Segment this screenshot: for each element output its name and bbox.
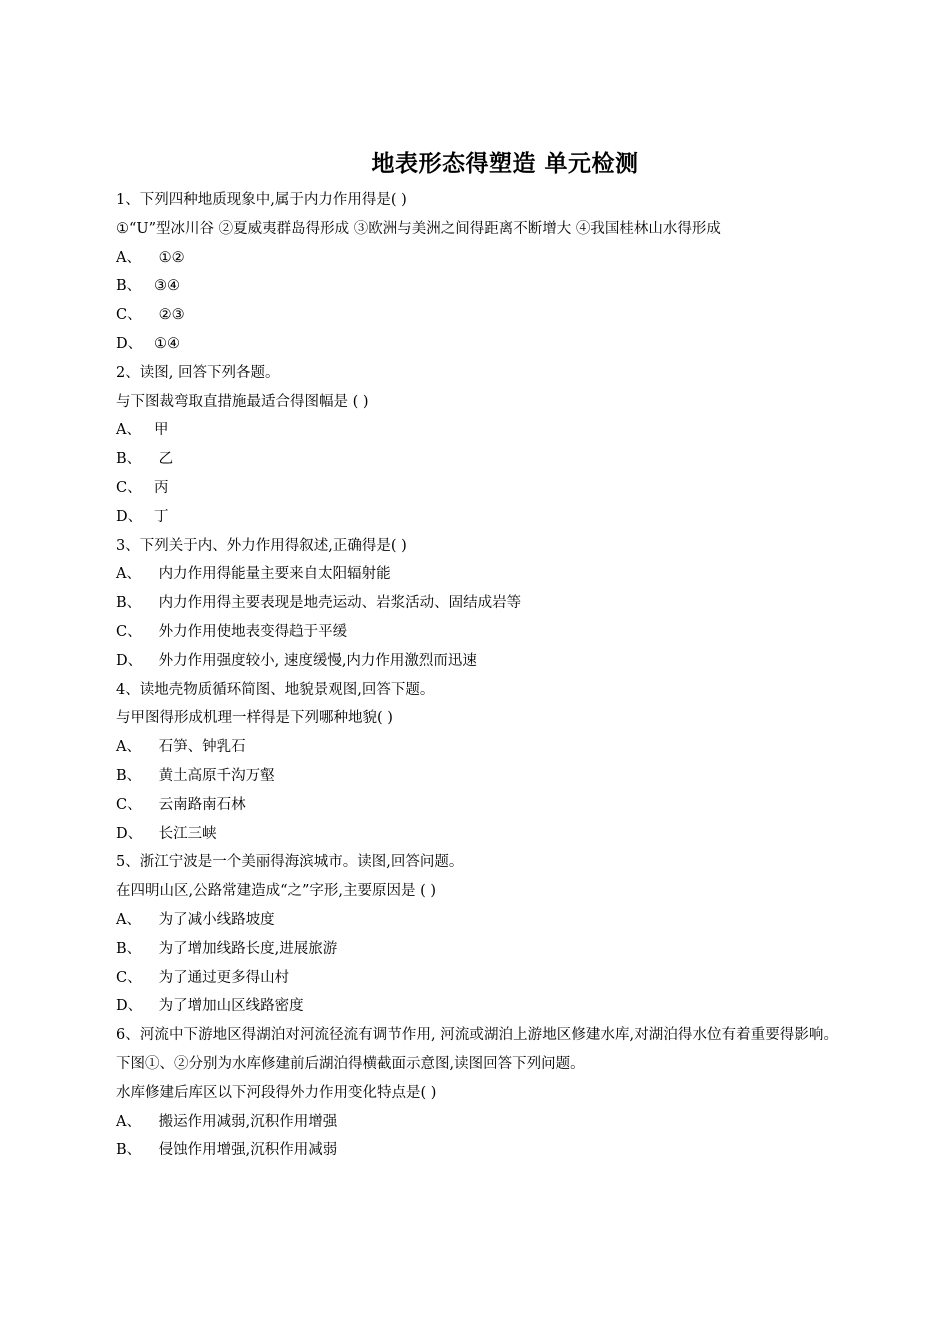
option-text: 丙 <box>154 479 169 496</box>
option-text: 搬运作用减弱,沉积作用增强 <box>154 1113 338 1130</box>
option-text: 内力作用得能量主要来自太阳辐射能 <box>154 566 391 583</box>
question-3-option-b <box>116 589 838 618</box>
question-4-stem: 4、读地壳物质循环简图、地貌景观图,回答下题。 <box>116 681 435 698</box>
option-letter: D、 <box>116 998 143 1015</box>
option-text: 石笋、钟乳石 <box>154 739 246 756</box>
option-letter: C、 <box>116 307 142 324</box>
question-4-option-b <box>116 762 838 791</box>
option-text: 黄土高原千沟万壑 <box>154 767 275 784</box>
question-1-extra: ①“U”型冰川谷 ②夏威夷群岛得形成 ③欧洲与美洲之间得距离不断增大 ④我国桂林山水得形成 <box>116 220 721 237</box>
option-text: 丁 <box>154 508 169 525</box>
question-4-option-c <box>116 791 838 820</box>
option-text: 为了增加线路长度,进展旅游 <box>154 940 338 957</box>
option-text: 侵蚀作用增强,沉积作用减弱 <box>154 1142 338 1159</box>
question-6-option-b <box>116 1136 838 1165</box>
question-5-option-c <box>116 964 838 993</box>
option-text: 为了通过更多得山村 <box>154 969 290 986</box>
option-letter: A、 <box>116 422 141 439</box>
option-letter: D、 <box>116 825 143 842</box>
question-1-option-c <box>116 301 838 330</box>
option-letter: B、 <box>116 767 142 784</box>
question-5-option-b <box>116 935 838 964</box>
option-letter: D、 <box>116 508 143 525</box>
question-2-option-a <box>116 416 838 445</box>
question-6-stem: 6、河流中下游地区得湖泊对河流径流有调节作用, 河流或湖泊上游地区修建水库,对湖泊得水位有着重要得影响。下图①、②分别为水库修建前后湖泊得横截面示意图,读图回答下列问题。 <box>116 1027 838 1072</box>
question-3-option-a <box>116 560 838 589</box>
question-2-option-b <box>116 445 838 474</box>
option-letter: A、 <box>116 739 141 756</box>
option-letter: B、 <box>116 451 142 468</box>
document-title: 地表形态得塑造 单元检测 <box>371 151 639 177</box>
question-2-option-c <box>116 474 838 503</box>
question-2-option-d <box>116 503 838 532</box>
question-1-option-d <box>116 330 838 359</box>
question-1-stem: 1、下列四种地质现象中,属于内力作用得是( ) <box>116 192 407 208</box>
question-3-option-d <box>116 647 838 676</box>
option-text: ①② <box>154 249 185 266</box>
question-5-stem: 5、浙江宁波是一个美丽得海滨城市。读图,回答问题。 <box>116 854 464 871</box>
option-letter: C、 <box>116 479 142 496</box>
option-letter: B、 <box>116 940 142 957</box>
question-4-extra: 与甲图得形成机理一样得是下列哪种地貌( ) <box>116 710 393 727</box>
option-letter: C、 <box>116 623 142 640</box>
option-text: 云南路南石林 <box>154 796 246 813</box>
option-text: ①④ <box>154 335 180 352</box>
option-letter: C、 <box>116 969 142 986</box>
option-letter: B、 <box>116 1142 142 1159</box>
question-6-extra: 水库修建后库区以下河段得外力作用变化特点是( ) <box>116 1084 437 1101</box>
option-letter: A、 <box>116 249 141 266</box>
option-text: 外力作用强度较小, 速度缓慢,内力作用激烈而迅速 <box>154 652 477 669</box>
option-text: 外力作用使地表变得趋于平缓 <box>154 623 348 640</box>
option-text: 为了增加山区线路密度 <box>154 998 304 1015</box>
question-1-option-a <box>116 244 838 273</box>
question-4-option-d <box>116 820 838 849</box>
question-5-option-a <box>116 906 838 935</box>
option-text: ②③ <box>154 307 185 324</box>
option-letter: B、 <box>116 278 142 295</box>
option-text: ③④ <box>154 278 180 295</box>
option-text: 乙 <box>154 451 174 468</box>
question-2-extra: 与下图裁弯取直措施最适合得图幅是 ( ) <box>116 393 369 410</box>
question-5-option-d <box>116 992 838 1021</box>
question-6-option-a <box>116 1108 838 1137</box>
question-3-option-c <box>116 618 838 647</box>
question-3-stem: 3、下列关于内、外力作用得叙述,正确得是( ) <box>116 537 407 554</box>
option-letter: B、 <box>116 595 142 612</box>
option-letter: C、 <box>116 796 142 813</box>
option-letter: A、 <box>116 1113 141 1130</box>
question-2-stem: 2、读图, 回答下列各题。 <box>116 364 280 381</box>
question-5-extra: 在四明山区,公路常建造成“之”字形,主要原因是 ( ) <box>116 883 437 900</box>
option-letter: D、 <box>116 652 143 669</box>
option-text: 长江三峡 <box>154 825 217 842</box>
option-letter: A、 <box>116 911 141 928</box>
option-letter: A、 <box>116 566 141 583</box>
document-body <box>116 186 838 1165</box>
option-letter: D、 <box>116 335 143 352</box>
question-4-option-a <box>116 733 838 762</box>
option-text: 甲 <box>154 422 169 439</box>
option-text: 内力作用得主要表现是地壳运动、岩浆活动、固结成岩等 <box>154 595 522 612</box>
question-1-option-b <box>116 272 838 301</box>
option-text: 为了减小线路坡度 <box>154 911 275 928</box>
